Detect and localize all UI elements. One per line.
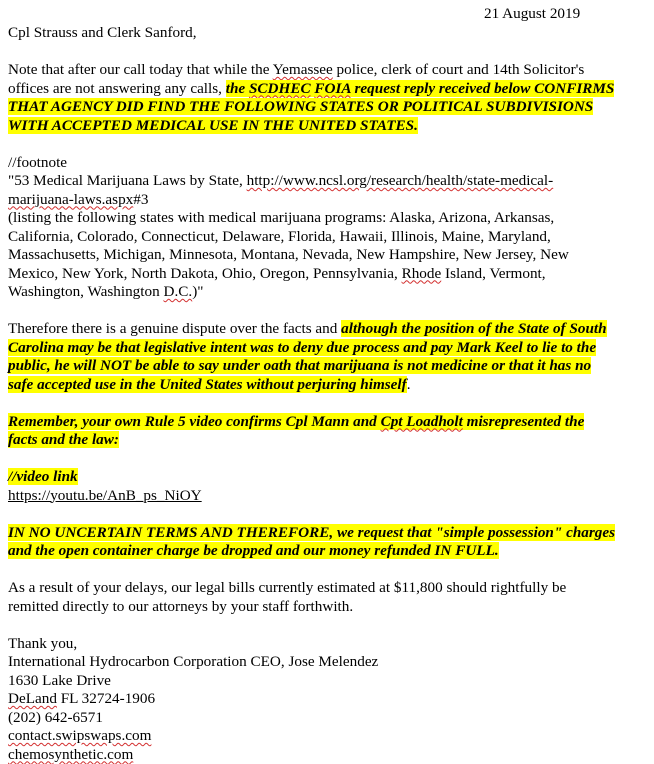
letter-body [8,0,650,764]
footnote-line-4: California, Colorado, Connecticut, Delaware, Florida, Hawaii, Illinois, Maine, Maryland, [8,228,650,247]
footnote-line-7: Washington, Washington D.C.)" [8,283,650,302]
highlighted-text: safe accepted use in the United States without perjuring himself [8,376,407,393]
email-address: contact.swipswaps.com [8,727,650,746]
highlighted-text: facts and the law: [8,431,119,448]
p5-line-1: As a result of your delays, our legal bills currently estimated at $11,800 should rightfully be [8,579,650,598]
highlighted-text: Carolina may be that legislative intent was to deny due process and pay Mark Keel to lie to the [8,339,596,356]
p2-line-1: Therefore there is a genuine dispute over the facts and although the position of the State of South [8,320,650,339]
highlighted-text: although the position of the State of South [341,320,606,337]
p3-line-1 [8,413,650,432]
footnote-link-cont[interactable]: marijuana-laws.aspx [8,191,133,208]
p1-line-3 [8,98,650,117]
closing-thanks: Thank you, [8,635,650,654]
highlighted-text: //video link [8,468,78,485]
p1-line-4 [8,117,650,136]
signature-org: International Hydrocarbon Corporation CEO, Jose Melendez [8,653,650,672]
website: chemosynthetic.com [8,746,650,764]
footnote-line-3: (listing the following states with medical marijuana programs: Alaska, Arizona, Arkansas, [8,209,650,228]
footnote-label: //footnote [8,154,650,173]
footnote-line-5: Massachusetts, Michigan, Minnesota, Montana, Nevada, New Hampshire, New Jersey, New [8,246,650,265]
p4-line-2 [8,542,650,561]
p2-line-4: safe accepted use in the United States without perjuring himself. [8,376,650,395]
p1-line-1: Note that after our call today that while the Yemassee police, clerk of court and 14th Solicitor's [8,61,650,80]
video-line [8,487,650,506]
p5-line-2: remitted directly to our attorneys by your staff forthwith. [8,598,650,617]
p3-line-2 [8,431,650,450]
p4-line-1 [8,524,650,543]
p1-line-2: offices are not answering any calls, the SCDHEC FOIA request reply received below CONFIRMS [8,80,650,99]
spellcheck-word: Yemassee [273,61,333,78]
footnote-link[interactable]: http://www.ncsl.org/research/health/state-medical- [247,172,554,189]
address-street: 1630 Lake Drive [8,672,650,691]
letter-date: 21 August 2019 [484,5,580,23]
salutation: Cpl Strauss and Clerk Sanford, [8,24,650,43]
footnote-line-6: Mexico, New York, North Dakota, Ohio, Oregon, Pennsylvania, Rhode Island, Vermont, [8,265,650,284]
highlighted-text: public, he will NOT be able to say under oath that marijuana is not medicine or that it has no [8,357,591,374]
video-label [8,468,650,487]
phone-number: (202) 642-6571 [8,709,650,728]
highlighted-text: the SCDHEC FOIA request reply received below CONFIRMS [226,80,615,97]
video-link[interactable]: https://youtu.be/AnB_ps_NiOY [8,487,202,504]
p2-line-2 [8,339,650,358]
p2-line-3 [8,357,650,376]
highlighted-text: THAT AGENCY DID FIND THE FOLLOWING STATES OR POLITICAL SUBDIVISIONS [8,98,593,115]
footnote-line-1: "53 Medical Marijuana Laws by State, http://www.ncsl.org/research/health/state-medical- [8,172,650,191]
highlighted-text: IN NO UNCERTAIN TERMS AND THEREFORE, we request that "simple possession" charges [8,524,615,541]
highlighted-text: Remember, your own Rule 5 video confirms Cpl Mann and Cpt Loadholt misrepresented the [8,413,584,430]
address-city: DeLand FL 32724-1906 [8,690,650,709]
highlighted-text: WITH ACCEPTED MEDICAL USE IN THE UNITED STATES. [8,117,418,134]
footnote-line-2: marijuana-laws.aspx#3 [8,191,650,210]
highlighted-text: and the open container charge be dropped and our money refunded IN FULL. [8,542,499,559]
